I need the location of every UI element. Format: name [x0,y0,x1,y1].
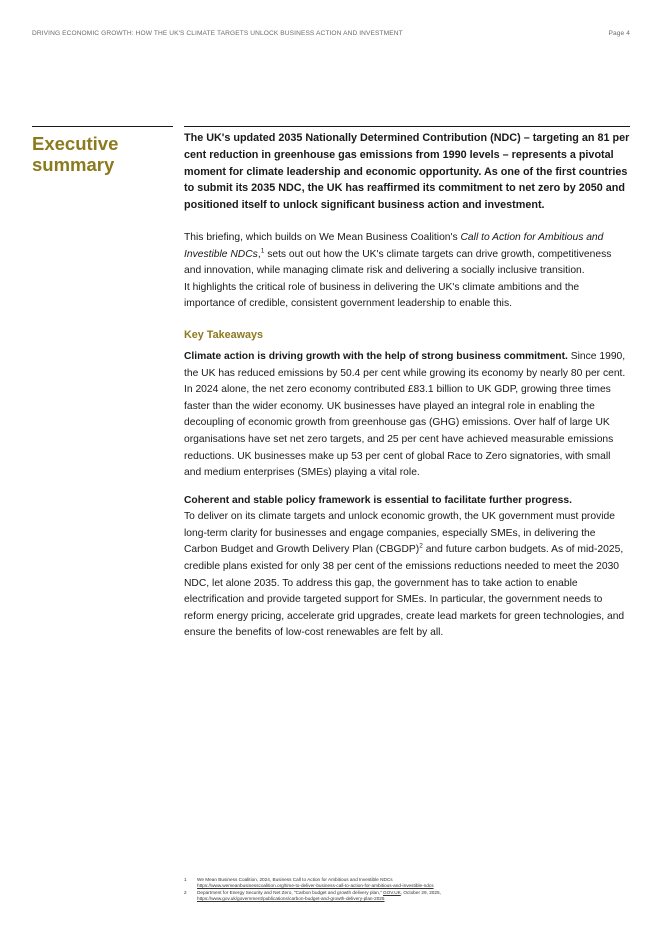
footnote-ref-1[interactable]: 1 [260,247,265,255]
section-title [32,133,172,175]
footnote-2-text: Department for Energy Security and Net Zero, "Carbon budget and growth delivery plan," [197,890,383,896]
takeaway-2-text-2: and future carbon budgets. As of mid-2025, credible plans existed for only 38 per cent of the emissions reductions needed to meet the 2030 NDC, let alone 2035. To address this gap, the government has to take action to enable electrification and provide targeted support for SMEs. In particular, the government needs to reform energy pricing, accelerate grid upgrades, create lead markets for green technologies, and ensure the benefits of low-cost renewables are felt by all. [184,544,625,639]
page-number: Page 4 [608,30,630,37]
footnote-1-url[interactable]: https://www.wemeanbusinesscoalition.org/time-to-deliver-business-call-to-action-for-ambitious-and-investible-ndcs [197,883,434,889]
intro-text-3: It highlights the critical role of business in delivering the UK's climate ambitions and the importance of credible, consistent government leadership to enable this. [184,281,580,310]
report-title-italic: Call to Action for Ambitious and Investible NDCs [184,231,604,260]
takeaway-1 [184,349,630,482]
section-divider-left [32,126,173,127]
intro-text-1: This briefing, which builds on We Mean Business Coalition's [184,231,461,243]
section-title-line1: Executive [32,133,119,154]
footnote-2 [184,890,624,902]
intro-paragraph [184,230,630,313]
main-content [184,130,630,642]
section-divider-right [184,126,630,127]
key-takeaways-heading: Key Takeaways [184,328,264,341]
section-title-line2: summary [32,154,115,175]
footnote-ref-2[interactable]: 2 [419,543,423,551]
footnotes [184,877,624,903]
footnote-1 [184,877,624,889]
footnote-1-text: We Mean Business Coalition, 2024, Business Call to Action for Ambitious and Investible NDCs [197,877,393,882]
intro-text-2: sets out out how the UK's climate targets can drive growth, competitiveness and innovation, while managing climate risk and delivering a socially inclusive transition. [184,248,612,277]
takeaway-2-text-1: To deliver on its climate targets and unlock economic growth, the UK government must provide long-term clarity for businesses and engage companies, especially SMEs, in delivering the Carbon Budget and Growth Delivery Plan (CBGDP) [184,511,615,556]
document-title: DRIVING ECONOMIC GROWTH: HOW THE UK'S CLIMATE TARGETS UNLOCK BUSINESS ACTION AND INVESTMENT [32,30,403,37]
takeaway-2-heading: Coherent and stable policy framework is essential to facilitate further progress. [184,494,572,506]
intro-comma: , [257,248,261,260]
footnote-2-govuk-link[interactable]: GOV.UK [382,890,401,896]
takeaway-2 [184,493,630,642]
takeaway-1-text: Since 1990, the UK has reduced emissions by 50.4 per cent while growing its economy by nearly 80 per cent. In 2024 alone, the net zero economy contributed £83.1 billion to UK GDP, growing three times faster than the wider economy. UK businesses have played an integral role in enabling the decoupling of economic growth from greenhouse gas (GHG) emissions. Over half of large UK organisations have set net zero targets, and 25 per cent have achieved measurable emissions reductions. UK businesses make up 53 per cent of global Race to Zero signatories, with small and medium enterprises (SMEs) playing a vital role. [184,350,626,479]
footnote-1-number: 1 [184,877,187,882]
footnote-2-number: 2 [184,890,187,896]
footnote-2-date: , October 29, 2025, [400,890,441,896]
footnote-2-url[interactable]: https://www.gov.uk/government/publications/carbon-budget-and-growth-delivery-plan-2025 [197,896,385,902]
lead-paragraph: The UK's updated 2035 Nationally Determined Contribution (NDC) – targeting an 81 per cent reduction in greenhouse gas emissions from 1990 levels – represents a pivotal moment for climate leadership and economic opportunity. As one of the first countries to submit its 2035 NDC, the UK has reaffirmed its commitment to net zero by 2050 and positioned itself to unlock significant business action and investment. [184,132,630,212]
takeaway-1-heading: Climate action is driving growth with the help of strong business commitment. [184,350,568,362]
